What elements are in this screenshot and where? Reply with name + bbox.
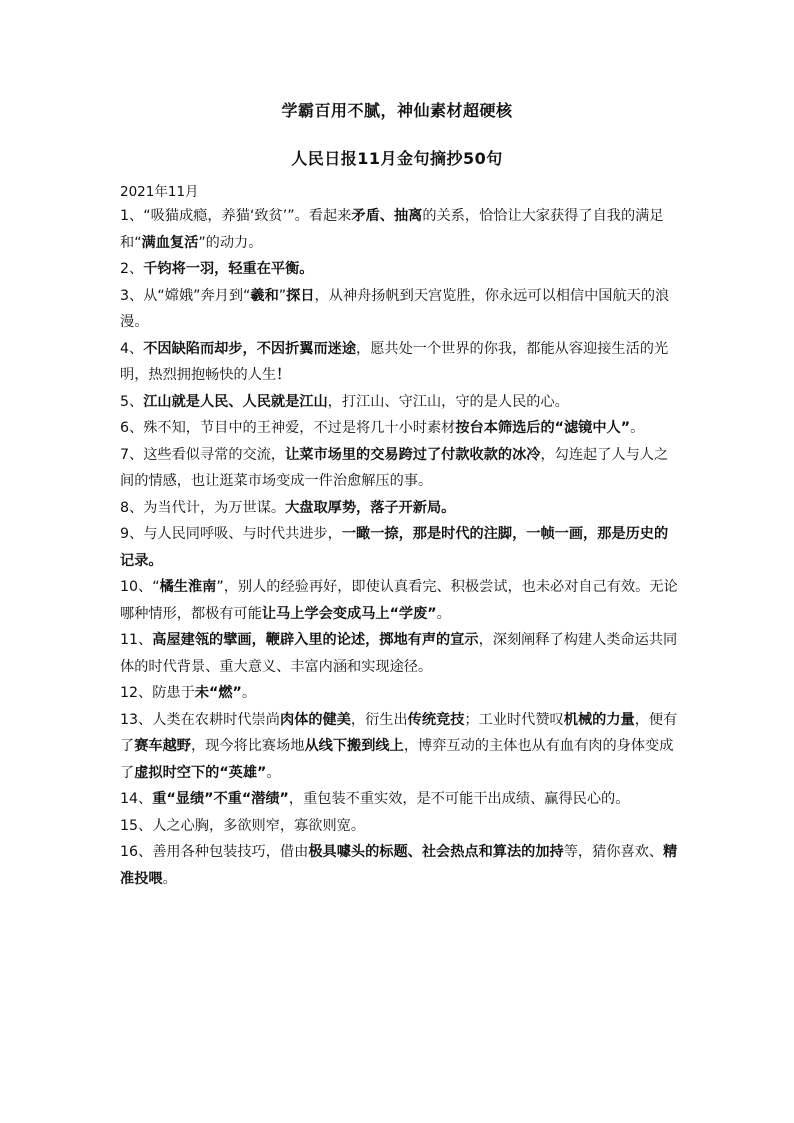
quote-text: 7、这些看似寻常的交流， (120, 446, 286, 463)
quote-text: ，愿共处一个世界的你我，都能从容迎接生活的光明，热烈拥抱畅快的人生 (120, 340, 669, 383)
quote-text: 。 (241, 685, 257, 701)
quote-item (120, 336, 680, 389)
quote-text: ，重包装不重实效，是不可能干出成绩、赢得民心的。 (288, 791, 630, 807)
quote-text: 16、善用各种包装技巧，借由 (120, 844, 309, 860)
quote-text: 。 (162, 870, 177, 887)
quote-item (120, 495, 680, 522)
quote-text: 3、从“嫦娥”奔月到“ (120, 287, 251, 304)
quote-text: 。 (630, 420, 645, 436)
quote-emphasis: 橘生淮南 (159, 579, 217, 595)
quote-text: 4、 (120, 340, 144, 357)
quote-item (120, 786, 680, 813)
quote-text: ” (278, 287, 287, 304)
quote-emphasis: 极具噱头的标题、社会热点和算法的加持 (308, 844, 564, 860)
quote-item (120, 442, 680, 495)
quote-emphasis: 不因缺陷而却步，不因折翼而迷途 (143, 340, 357, 357)
quote-text: 的关系，恰恰让大家获得了自我的满足和“ (120, 208, 664, 251)
quote-emphasis: 精准投喂 (120, 844, 678, 887)
quote-text: 6、殊不知，节目中的王神爱，不过是将几十小时素材 (120, 420, 456, 436)
quote-emphasis: 从线下搬到线上 (304, 738, 404, 754)
quote-text: ，深刻阐释了构建人类命运共同体的时代背景、重大意义、丰富内涵和实现途径。 (120, 632, 678, 675)
quote-list (120, 203, 680, 892)
quote-text: 2、 (120, 261, 144, 277)
quote-item (120, 707, 680, 787)
quote-emphasis: 肉体的健美 (279, 711, 351, 728)
quote-emphasis: 虚拟时空下的“英雄” (134, 764, 267, 781)
quote-emphasis: 江山就是人民、人民就是江山 (143, 393, 328, 410)
quote-text: 1、“吸猫成瘾，养猫‘致贫’”。看起来 (120, 208, 352, 224)
quote-text: ，衍生出 (350, 711, 408, 728)
quote-emphasis: 大盘取厚势，落子开新局。 (285, 499, 456, 516)
quote-emphasis: 探日 (286, 287, 315, 304)
quote-text: 5、 (120, 393, 144, 410)
quote-text: 9、与人民同呼吸、与时代共进步， (120, 526, 342, 542)
quote-item (120, 203, 680, 256)
quote-text: ，从神舟扬帆到天宫览胜，你永远可以相信中国航天的浪漫。 (120, 287, 670, 330)
quote-emphasis: 矛盾、抽离 (351, 208, 423, 224)
quote-emphasis: 羲和 (250, 287, 279, 304)
quote-item (120, 415, 680, 442)
quote-item (120, 813, 680, 840)
quote-item (120, 839, 680, 892)
quote-emphasis: 满血复活 (141, 234, 199, 251)
quote-text: 15、人之心胸，多欲则窄，寡欲则宽。 (120, 817, 366, 834)
quote-text: 13、人类在农耕时代崇尚 (120, 711, 280, 728)
quote-emphasis: 未“燃” (194, 685, 242, 701)
document-title: 学霸百用不腻，神仙素材超硬核 (281, 101, 513, 120)
quote-text: ；工业时代赞叹 (464, 711, 564, 728)
quote-emphasis: 千钧将一羽，轻重在平衡。 (143, 261, 314, 277)
quote-text: 8、为当代计，为万世谋。 (120, 499, 286, 516)
quote-text: ，便有了 (120, 711, 678, 754)
quote-item (120, 389, 680, 416)
quote-text: 14、 (120, 791, 153, 807)
quote-emphasis: 高屋建瓴的擘画，鞭辟入里的论述，掷地有声的宣示 (152, 632, 479, 648)
quote-text: 。 (436, 605, 451, 622)
quote-text: ”，别人的经验再好，即使认真看完、积极尝试，也未必对自己有效。无论哪种情形，都极有可能 (120, 579, 678, 622)
quote-text: 10、“ (120, 579, 160, 595)
quote-text: ，打江山、守江山，守的是人民的心。 (327, 393, 569, 410)
quote-text: ，现今将比赛场地 (190, 738, 305, 754)
quote-item (120, 283, 680, 336)
quote-text: ，博弈互动的主体也从有血有肉的身体变成了 (120, 738, 674, 781)
quote-text: 12、防患于 (120, 685, 195, 701)
quote-emphasis: 机械的力量 (563, 711, 635, 728)
quote-item (120, 574, 680, 627)
quote-text: 11、 (120, 632, 153, 648)
quote-text: ”的动力。 (198, 234, 263, 251)
quote-emphasis: 传统竞技 (407, 711, 465, 728)
quote-text: ，勾连起了人与人之间的情感，也让逛菜市场变成一件治愈解压的事。 (120, 446, 669, 489)
quote-emphasis: 让菜市场里的交易跨过了付款收款的冰冷 (285, 446, 541, 463)
quote-emphasis: 一瞰一捺，那是时代的注脚，一帧一画，那是历史的记录。 (120, 526, 669, 569)
quote-emphasis: ！ (276, 367, 291, 383)
quote-emphasis: 让马上学会变成马上“学废” (261, 605, 437, 622)
quote-item (120, 521, 680, 574)
quote-text: 。 (266, 764, 281, 781)
document-subtitle: 人民日报11月金句摘抄50句 (291, 149, 503, 168)
quote-item (120, 627, 680, 680)
quote-item (120, 680, 680, 707)
quote-emphasis: 重“显绩”不重“潜绩” (152, 791, 289, 807)
quote-item (120, 256, 680, 283)
document-date: 2021年11月 (120, 184, 199, 200)
quote-emphasis: 按台本筛选后的“滤镜中人” (455, 420, 631, 436)
quote-emphasis: 赛车越野 (134, 738, 191, 754)
quote-text: 等，猜你喜欢、 (563, 844, 664, 860)
